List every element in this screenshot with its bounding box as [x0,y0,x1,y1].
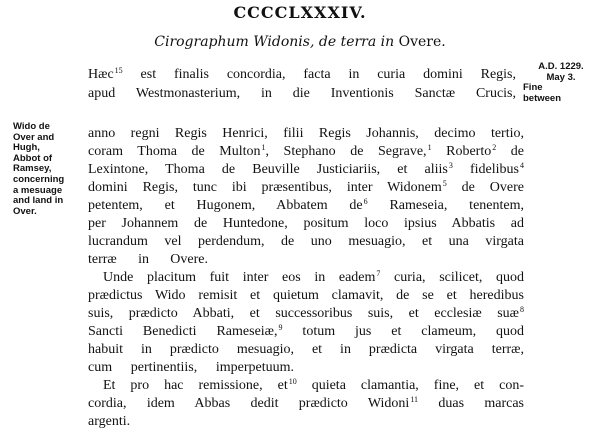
text-run: petentem, et Hugonem, Abbatem de [88,198,363,213]
text-run: cordia, idem Abbas dedit prædicto Widoni [88,396,410,411]
summary-note-line: a mesuage [13,184,63,196]
charter-title-place: Overe [398,34,442,50]
footnote-marker: 2 [492,143,497,152]
date-day: May 3. [546,71,576,83]
footnote-marker: 10 [288,377,297,386]
text-line [88,288,524,304]
summary-note-line: concerning [13,173,65,185]
summary-margin-note [13,122,87,217]
footnote-marker: 4 [520,161,524,170]
footnote-marker: 1 [261,143,266,152]
text-run: Unde placitum fuit inter eos in eadem [103,270,376,285]
summary-note-line: Over. [13,205,37,217]
text-run: duas marcas [418,396,525,411]
charter-number-heading: CCCCLXXXIV. [233,3,367,22]
text-run: per Johannem de Huntedone, positum loco ipsius Abbatis ad [88,216,524,231]
footnote-marker: 8 [520,305,524,314]
text-run: habuit in prædicto mesuagio, et in prædicta virgata terræ, [88,342,524,357]
footnote-marker: 9 [278,323,283,332]
text-run: Roberto [431,144,492,159]
text-run: prædictus Wido remisit et quietum clamavit, de se et heredibus [88,288,524,303]
date-margin-note [521,62,600,104]
text-run: Rameseia, tenentem, [367,198,524,213]
text-line [88,86,516,102]
footnote-marker: 15 [114,66,123,75]
summary-note-line: and land in [13,195,64,207]
text-run: terræ in Overe. [88,252,208,267]
text-line [88,342,524,358]
text-line [103,378,524,395]
summary-note-line: Abbot of [13,152,53,164]
text-line [88,324,524,341]
text-line [88,234,524,250]
charter-title [0,34,600,50]
text-line [88,126,524,142]
text-line [88,360,294,376]
text-run: totum jus et clameum, quod [282,324,525,339]
text-run: curia, scilicet, quod [380,270,524,285]
text-run: lucrandum vel perdendum, de uno mesuagio, et una virgata [88,234,524,249]
text-run: Sancti Benedicti Rameseiæ, [88,324,278,339]
text-line [88,144,524,161]
footnote-marker: 11 [410,395,419,404]
text-run: quieta clamantia, fine, et con- [296,378,524,393]
footnote-marker: 1 [427,143,432,152]
text-line [88,306,524,323]
text-run: de [496,144,524,159]
summary-note-line: Wido de [13,121,50,132]
charter-title-end: . [441,34,446,50]
text-run: Lexintone, Thoma de Beuville Justiciariis, et aliis [88,162,448,177]
text-run: Hæc [88,67,114,82]
text-line [88,414,130,430]
text-run: est finalis concordia, facta in curia domini Regis, [122,67,516,82]
footnote-marker: 3 [448,161,453,170]
text-run: fidelibus [452,162,519,177]
text-run: coram Thoma de Multon [88,144,261,159]
text-line [88,67,516,84]
margin-word-fine: Fine [523,82,543,93]
text-line [103,270,524,287]
text-line [88,252,208,268]
date-year: A.D. 1229. [538,61,584,72]
text-line [88,216,524,232]
text-run: suis, prædicto Abbati, et successoribus suis, et ecclesiæ suæ [88,306,519,321]
summary-note-line: Hugh, [13,142,40,154]
text-line [88,162,524,179]
text-run: de Overe [446,180,524,195]
summary-note-line: Over and [13,131,55,143]
footnote-marker: 7 [376,269,381,278]
text-run: anno regni Regis Henrici, filii Regis Johannis, decimo tertio, [88,126,524,141]
text-run: argenti. [88,414,131,429]
text-run: Et pro hac remissione, et [103,378,288,393]
summary-note-line: Ramsey, [13,163,52,175]
text-run: , Stephano de Segrave, [265,144,427,159]
footnote-marker: 5 [442,179,447,188]
charter-title-main: Cirographum Widonis, de terra in [154,34,395,50]
text-line [88,396,524,413]
text-line [88,198,524,215]
text-run: cum pertinentiis, imperpetuum. [88,360,294,375]
text-run: domini Regis, tunc ibi præsentibus, inter Widonem [88,180,442,195]
text-run: apud Westmonasterium, in die Inventionis Sanctæ Crucis, [88,86,516,101]
text-line [88,180,524,197]
footnote-marker: 6 [363,197,368,206]
margin-word-between: between [523,92,562,104]
